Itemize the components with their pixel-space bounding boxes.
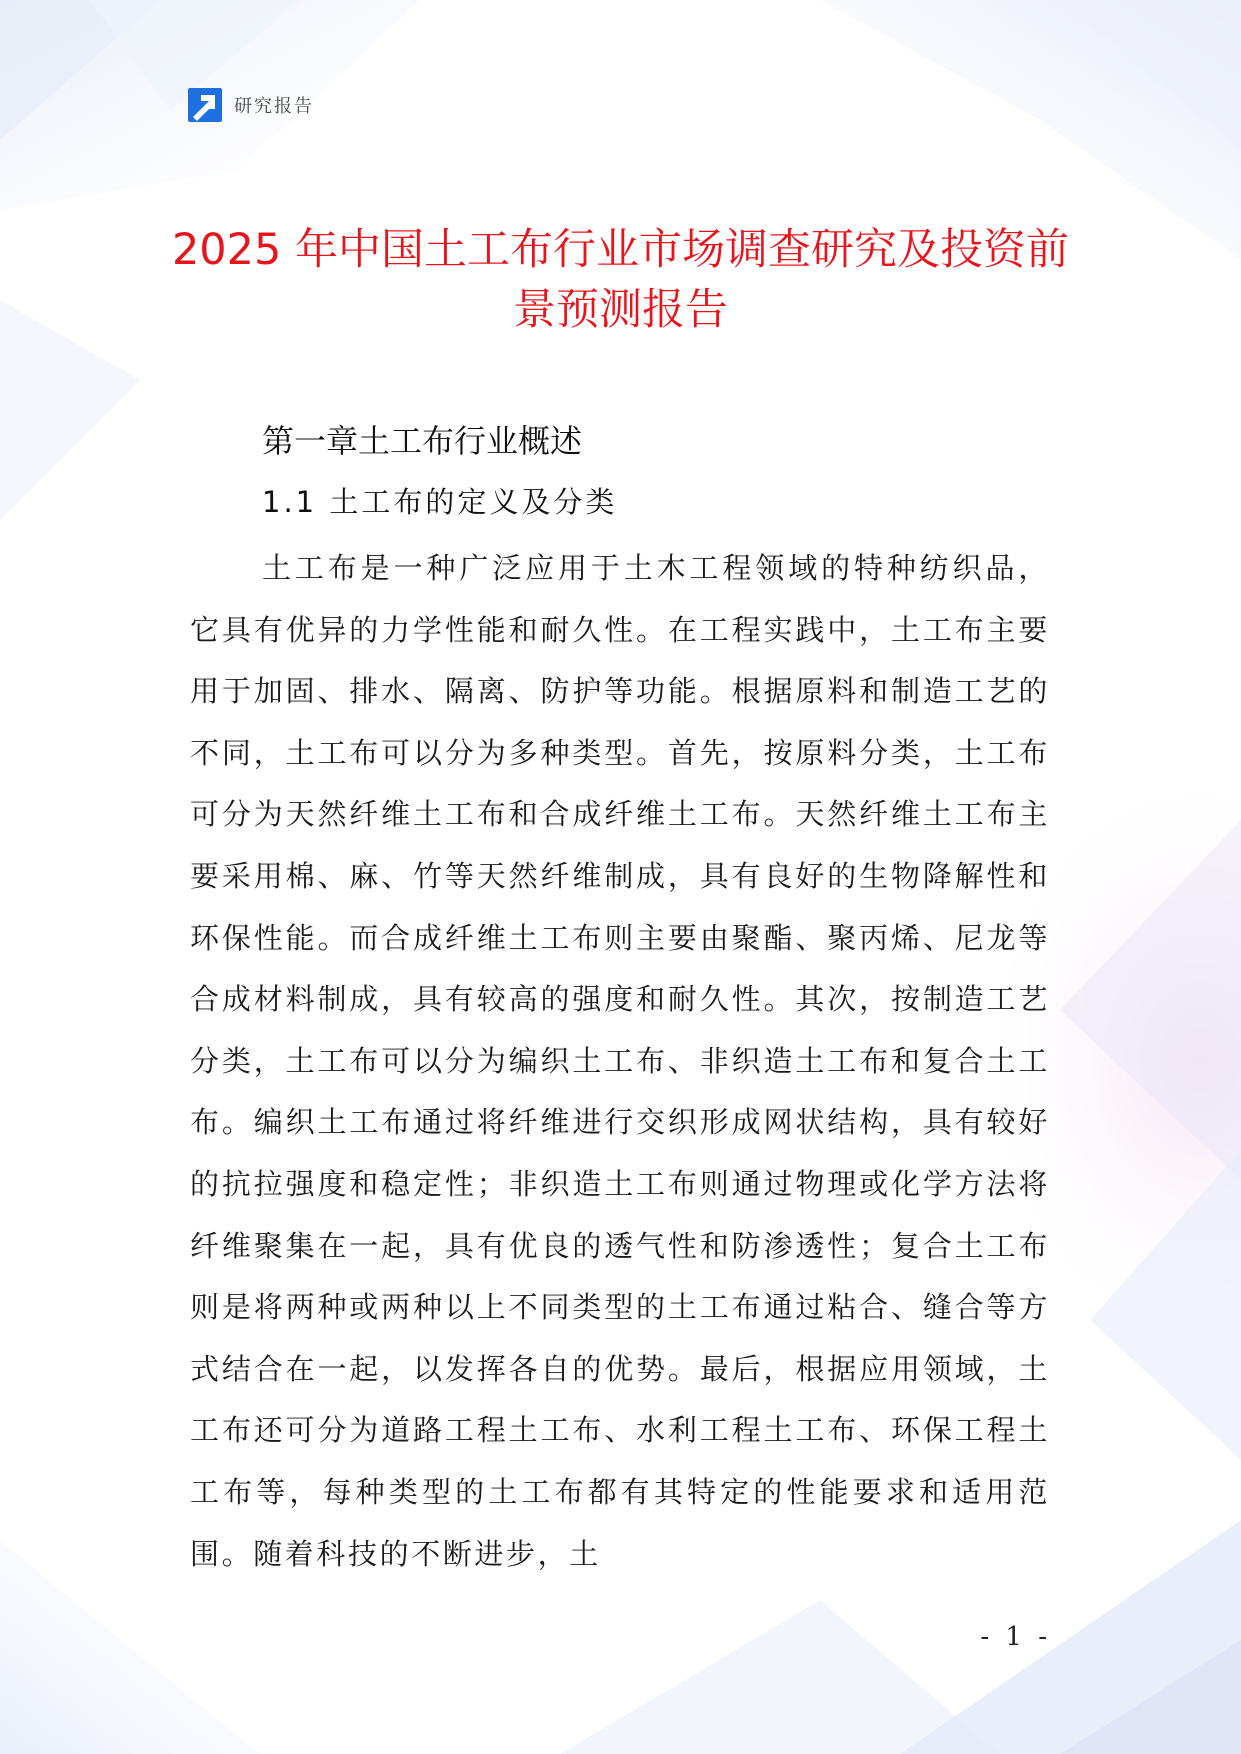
report-header <box>188 88 314 122</box>
page-number: - 1 - <box>980 1622 1051 1652</box>
arrow-up-right-icon <box>188 88 222 122</box>
section-heading: 1.1 土工布的定义及分类 <box>262 485 618 519</box>
header-label: 研究报告 <box>234 96 314 117</box>
chapter-heading: 第一章土工布行业概述 <box>262 422 583 460</box>
body-paragraph: 土工布是一种广泛应用于土木工程领域的特种纺织品，它具有优异的力学性能和耐久性。在工程实践中，土工布主要用于加固、排水、隔离、防护等功能。根据原料和制造工艺的不同，土工布可以分为多种类型。首先，按原料分类，土工布可分为天然纤维土工布和合成纤维土工布。天然纤维土工布主要采用棉、麻、竹等天然纤维制成，具有良好的生物降解性和环保性能。而合成纤维土工布则主要由聚酯、聚丙烯、尼龙等合成材料制成，具有较高的强度和耐久性。其次，按制造工艺分类，土工布可以分为编织土工布、非织造土工布和复合土工布。编织土工布通过将纤维进行交织形成网状结构，具有较好的抗拉强度和稳定性；非织造土工布则通过物理或化学方法将纤维聚集在一起，具有优良的透气性和防渗透性；复合土工布则是将两种或两种以上不同类型的土工布通过粘合、缝合等方式结合在一起，以发挥各自的优势。最后，根据应用领域，土工布还可分为道路工程土工布、水利工程土工布、环保工程土工布等，每种类型的土工布都有其特定的性能要求和适用范围。随着科技的不断进步，土 <box>190 551 1050 1571</box>
document-title: 2025 年中国土工布行业市场调查研究及投资前景预测报告 <box>171 225 1070 335</box>
